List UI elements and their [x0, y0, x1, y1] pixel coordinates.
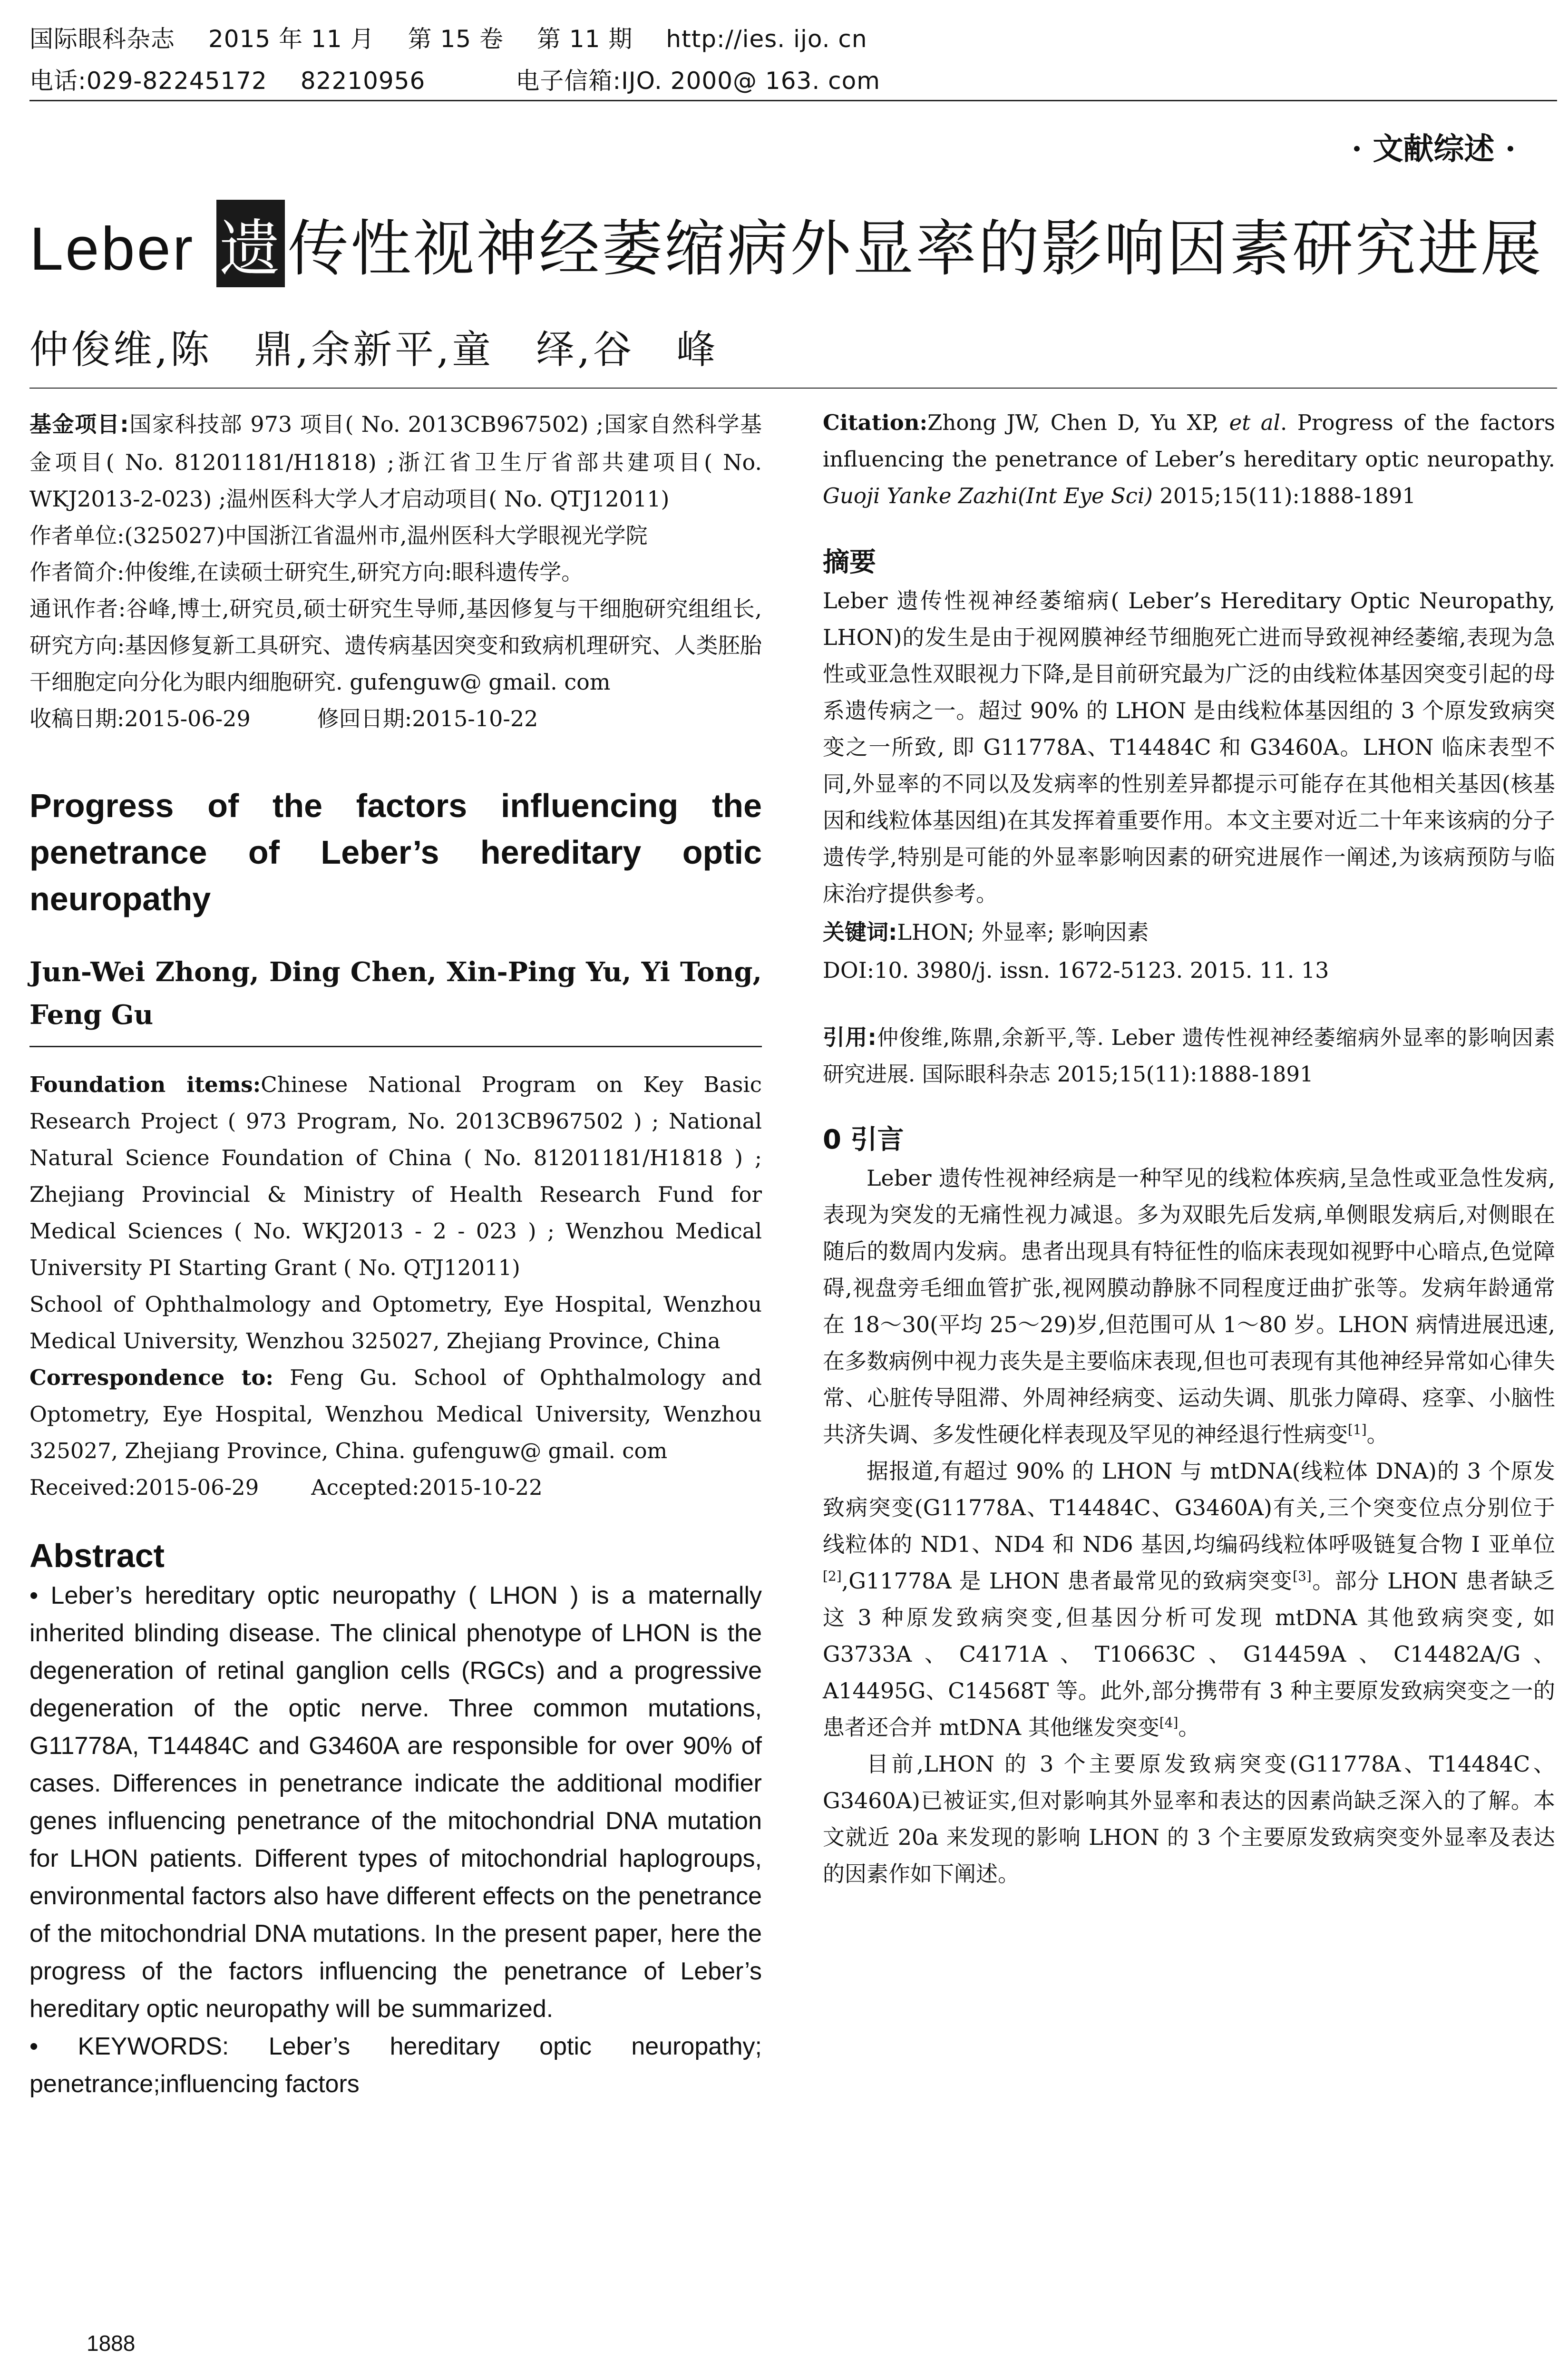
p2-text-a: 据报道,有超过 90% 的 LHON 与 mtDNA(线粒体 DNA)的 3 个原发致病突变(G11778A、T14484C、G3460A)有关,三个突变位点分别位于线粒体的 ND1、ND4 和 ND6 基因,均编码线粒体呼吸链复合物 Ⅰ 亚单位 [823, 1458, 1555, 1557]
accepted-en: Accepted:2015-10-22 [311, 1475, 543, 1500]
issue-date: 2015 年 11 月 [208, 25, 375, 53]
p1-end: 。 [1366, 1422, 1389, 1447]
page-number: 1888 [87, 2331, 136, 2356]
title-highlight: 遗 [216, 200, 285, 287]
email[interactable]: 电子信箱:IJO. 2000@ 163. com [516, 67, 880, 95]
ref-4[interactable]: [4] [1159, 1715, 1178, 1731]
correspondence-cn: 通讯作者:谷峰,博士,研究员,硕士研究生导师,基因修复与干细胞研究组组长,研究方向:基因修复新工具研究、遗传病基因突变和致病机理研究、人类胚胎干细胞定向分化为眼内细胞研究. gufenguw@ gmail. com [29, 596, 762, 695]
authors-cn: 仲俊维,陈 鼎,余新平,童 绎,谷 峰 [29, 327, 719, 372]
foundation-en-text: Chinese National Program on Key Basic Research Project ( 973 Program, No. 2013CB967502 ) ; National Natural Science Foundation of China ( No. 81201181/H1818 ) ; Zhejiang Provincial & Ministry of Health Research Fund for Medical Sciences ( No. WKJ2013 - 2 - 023 ) ; Wenzhou Medical University PI Starting Grant ( No. QTJ12011) [29, 1072, 762, 1280]
section-tag: · 文献综述 · [1351, 131, 1516, 167]
foundation-cn [29, 404, 762, 517]
volume: 第 15 卷 [408, 25, 504, 53]
p2-text-c: 。部分 LHON 患者缺乏这 3 种原发致病突变,但基因分析可发现 mtDNA 其他致病突变, 如 G3733A、C4171A、T10663C、G14459A、C14482A/G、A14495G、C14568T 等。此外,部分携带有 3 种主要原发致病突变之一的患者还合并 mtDNA 其他继发突变 [823, 1568, 1555, 1740]
dates-cn [29, 701, 762, 737]
keywords-en-label: • KEYWORDS: [29, 2033, 229, 2060]
journal-header-line-1 [29, 20, 901, 54]
keywords-cn-label: 关键词: [823, 919, 897, 945]
header-divider [29, 100, 1557, 101]
ref-1[interactable]: [1] [1348, 1422, 1367, 1438]
citation-etal: et al [1229, 410, 1281, 435]
keywords-cn-text: LHON; 外显率; 影响因素 [897, 919, 1149, 945]
correspondence-en-text: Feng Gu. School of Ophthalmology and Optometry, Eye Hospital, Wenzhou Medical University, Wenzhou 325027, Zhejiang Province, China. gufenguw@ gmail. com [29, 1365, 762, 1463]
citation-journal: Guoji Yanke Zazhi(Int Eye Sci) [823, 483, 1153, 508]
phone: 电话:029-82245172 [29, 67, 267, 95]
author-bio-cn: 作者简介:仲俊维,在读硕士研究生,研究方向:眼科遗传学。 [29, 559, 584, 585]
title-lead: Leber [29, 215, 214, 283]
journal-name: 国际眼科杂志 [29, 25, 175, 53]
keywords-en [29, 2028, 762, 2103]
received-cn: 收稿日期:2015-06-29 [29, 706, 251, 731]
title-rest: 传性视神经萎缩病外显率的影响因素研究进展 [287, 214, 1543, 284]
keywords-cn [823, 912, 1555, 952]
intro-paragraph-1 [823, 1160, 1555, 1453]
abstract-cn-body: Leber 遗传性视神经萎缩病( Leber’s Hereditary Optic Neuropathy, LHON)的发生是由于视网膜神经节细胞死亡进而导致视神经萎缩,表现为急性或亚急性双眼视力下降,是目前研究最为广泛的由线粒体基因突变引起的母系遗传病之一。超过 90% 的 LHON 是由线粒体基因组的 3 个原发致病突变之一所致, 即 G11778A、T14484C 和 G3460A。LHON 临床表型不同,外显率的不同以及发病率的性别差异都提示可能存在其他相关基因(核基因和线粒体基因组)在其发挥着重要作用。本文主要对近二十年来该病的分子遗传学,特别是可能的外显率影响因素的研究进展作一阐述,为该病预防与临床治疗提供参考。 [823, 588, 1555, 906]
english-authors-divider [29, 1046, 762, 1047]
citation-authors: Zhong JW, Chen D, Yu XP, [927, 410, 1229, 435]
correspondence-en [29, 1359, 762, 1469]
affiliation-cn: 作者单位:(325027)中国浙江省温州市,温州医科大学眼视光学院 [29, 523, 648, 548]
citation-cn [823, 1017, 1555, 1091]
foundation-en-label: Foundation items: [29, 1072, 261, 1097]
p2-text-b: ,G11778A 是 LHON 患者最常见的致病突变 [841, 1568, 1293, 1594]
abstract-body: • Leber’s hereditary optic neuropathy ( LHON ) is a maternally inherited blinding disease. The clinical phenotype of LHON is the degeneration of retinal ganglion cells (RGCs) and a progressive degeneration of the optic nerve. Three common mutations, G11778A, T14484C and G3460A are responsible for over 90% of cases. Differences in penetrance indicate the additional modifier genes influencing penetrance of the mitochondrial DNA mutation for LHON patients. Different types of mitochondrial haplogroups, environmental factors also have different effects on the penetrance of the mitochondrial DNA mutations. In the present paper, here the progress of the factors influencing the penetrance of Leber’s hereditary optic neuropathy will be summarized. [29, 1582, 762, 2023]
citation-label: Citation: [823, 410, 928, 435]
abstract-cn-heading: 摘要 [823, 547, 876, 578]
authors-divider [29, 388, 1557, 389]
dates-en [29, 1469, 762, 1506]
correspondence-en-label: Correspondence to: [29, 1365, 274, 1390]
page-title [29, 200, 1543, 287]
foundation-cn-text: 国家科技部 973 项目( No. 2013CB967502) ;国家自然科学基金项目( No. 81201181/H1818) ;浙江省卫生厅省部共建项目( No. WKJ2013-2-023) ;温州医科大学人才启动项目( No. QTJ12011) [29, 411, 762, 512]
received-en: Received:2015-06-29 [29, 1475, 259, 1500]
affiliation-en: School of Ophthalmology and Optometry, Eye Hospital, Wenzhou Medical University, Wenzhou 325027, Zhejiang Province, China [29, 1292, 762, 1354]
citation-cn-text: 仲俊维,陈鼎,余新平,等. Leber 遗传性视神经萎缩病外显率的影响因素研究进展. 国际眼科杂志 2015;15(11):1888-1891 [823, 1025, 1555, 1087]
doi[interactable]: DOI:10. 3980/j. issn. 1672-5123. 2015. 11. 13 [823, 957, 1329, 983]
issue-number: 第 11 期 [536, 25, 633, 53]
intro-paragraph-2 [823, 1453, 1555, 1746]
right-column [823, 404, 1555, 1892]
p1-text: Leber 遗传性视神经病是一种罕见的线粒体疾病,呈急性或亚急性发病,表现为突发的无痛性视力减退。多为双眼先后发病,单侧眼发病后,对侧眼在随后的数周内发病。患者出现具有特征性的临床表现如视野中心暗点,色觉障碍,视盘旁毛细血管扩张,视网膜动静脉不同程度迂曲扩张等。发病年龄通常在 18～30(平均 25～29)岁,但范围可从 1～80 岁。LHON 病情进展迅速,在多数病例中视力丧失是主要临床表现,但也可表现有其他神经异常如心律失常、心脏传导阻滞、外周神经病变、运动失调、肌张力障碍、痉挛、小脑性共济失调、多发性硬化样表现及罕见的神经退行性病变 [823, 1165, 1555, 1447]
p2-end: 。 [1178, 1715, 1200, 1740]
citation-cn-label: 引用: [823, 1024, 877, 1050]
foundation-cn-label: 基金项目: [29, 411, 129, 437]
abstract-heading: Abstract [29, 1537, 165, 1574]
journal-website[interactable]: http://ies. ijo. cn [666, 25, 867, 53]
citation-volume: 2015;15(11):1888-1891 [1152, 483, 1416, 508]
phone-2: 82210956 [300, 67, 426, 95]
ref-2[interactable]: [2] [823, 1568, 842, 1584]
foundation-en [29, 1066, 762, 1286]
ref-3[interactable]: [3] [1293, 1568, 1312, 1584]
citation-en [823, 404, 1555, 514]
citation-title: . Progress of the factors influencing the penetrance of Leber’s hereditary optic neuropathy. [823, 410, 1555, 472]
english-authors: Jun-Wei Zhong, Ding Chen, Xin-Ping Yu, Yi Tong, Feng Gu [29, 956, 762, 1031]
intro-paragraph-3: 目前,LHON 的 3 个主要原发致病突变(G11778A、T14484C、G3460A)已被证实,但对影响其外显率和表达的因素尚缺乏深入的了解。本文就近 20a 来发现的影响 LHON 的 3 个主要原发致病突变外显率及表达的因素作如下阐述。 [823, 1751, 1555, 1887]
revised-cn: 修回日期:2015-10-22 [317, 706, 538, 731]
english-front-matter [29, 1066, 762, 1506]
keywords-en-text: Leber’s hereditary optic neuropathy; penetrance;influencing factors [29, 2033, 762, 2098]
left-column [29, 404, 762, 2103]
journal-header-line-2 [29, 62, 914, 96]
intro-heading: 0 引言 [823, 1124, 904, 1155]
english-title: Progress of the factors influencing the penetrance of Leber’s hereditary optic neuropathy [29, 787, 762, 917]
